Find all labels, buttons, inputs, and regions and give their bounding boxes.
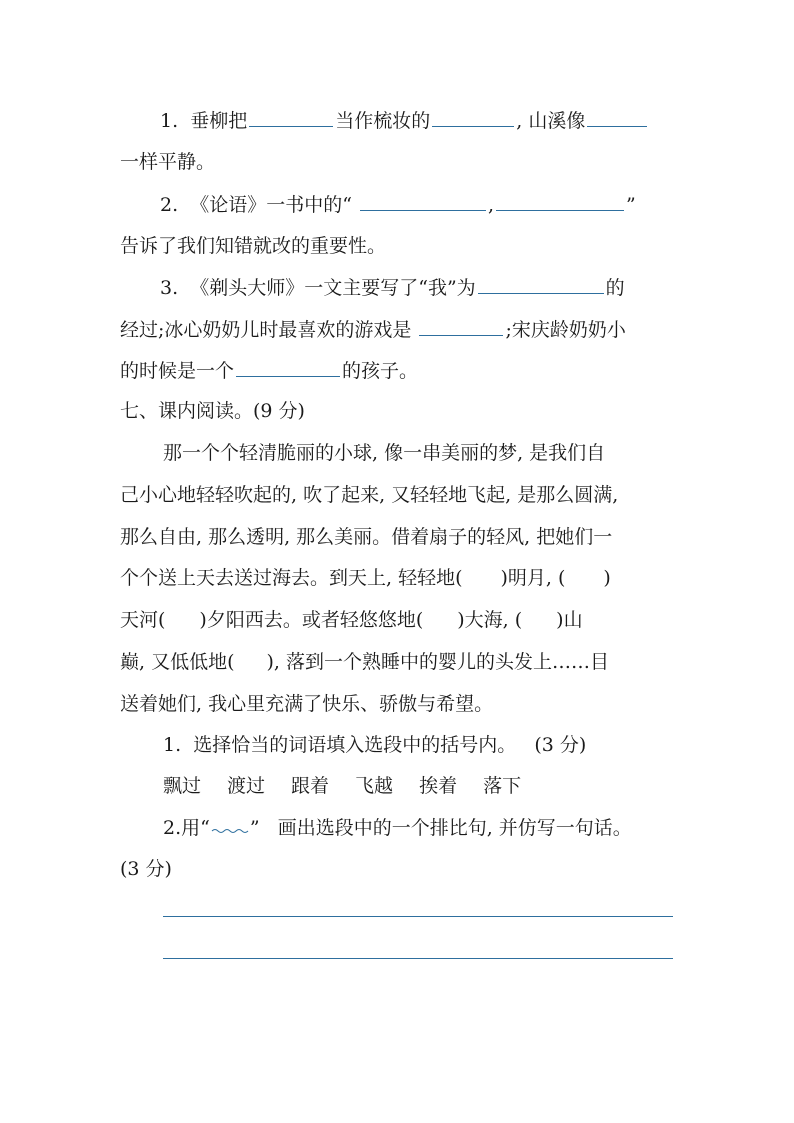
answer-line-2[interactable] xyxy=(163,958,673,959)
passage-line-2 xyxy=(120,483,680,507)
q3-line-1 xyxy=(160,275,720,300)
word-option: 跟着 xyxy=(291,775,330,797)
section-7-title-text: 七、课内阅读。(9 分) xyxy=(120,400,305,422)
sub2-score-line xyxy=(120,857,680,881)
q2-text-1: 《论语》一书中的“ xyxy=(190,194,352,216)
q1-line-1 xyxy=(160,108,720,133)
q2-text-2: , xyxy=(488,194,495,216)
sub2-score: (3 分) xyxy=(120,858,172,880)
word-option: 挨着 xyxy=(419,775,458,797)
passage-text-5c: )大海, ( xyxy=(457,609,523,631)
passage-text-5b: )夕阳西去。或者轻悠悠地( xyxy=(199,609,424,631)
q1-blank-1[interactable] xyxy=(249,108,333,127)
q2-blank-1[interactable] xyxy=(360,192,486,211)
word-bank xyxy=(163,774,723,798)
passage-text-3: 那么自由, 那么透明, 那么美丽。借着扇子的轻风, 把她们一 xyxy=(120,526,613,548)
passage-line-6 xyxy=(120,650,680,674)
q2-blank-2[interactable] xyxy=(496,192,624,211)
passage-text-7: 送着她们, 我心里充满了快乐、骄傲与希望。 xyxy=(120,693,494,715)
q2-text-4: 告诉了我们知错就改的重要性。 xyxy=(120,235,387,257)
passage-text-6b: ), 落到一个熟睡中的婴儿的头发上……目 xyxy=(266,651,609,673)
answer-line-1[interactable] xyxy=(163,916,673,917)
sub1-score: (3 分) xyxy=(534,734,587,756)
passage-line-4 xyxy=(120,566,680,590)
passage-text-2: 己小心地轻轻吹起的, 吹了起来, 又轻轻地飞起, 是那么圆满, xyxy=(120,484,619,506)
q3-text-2: 的 xyxy=(605,277,625,299)
passage-line-3 xyxy=(120,525,680,549)
q3-text-6: 的孩子。 xyxy=(342,360,419,382)
q3-line-3 xyxy=(120,358,680,383)
q1-blank-2[interactable] xyxy=(432,108,514,127)
sub2-text-1: 2.用“ xyxy=(163,817,210,839)
passage-text-6a: 巅, 又低低地( xyxy=(120,651,235,673)
word-option: 飘过 xyxy=(163,775,202,797)
q3-line-2 xyxy=(120,317,680,342)
passage-line-1 xyxy=(163,441,723,465)
q3-text-3: 经过;冰心奶奶儿时最喜欢的游戏是 xyxy=(120,319,412,341)
q1-text-3: , 山溪像 xyxy=(516,110,586,132)
q3-blank-2[interactable] xyxy=(419,317,503,336)
sub2-line xyxy=(163,816,723,840)
word-option: 飞越 xyxy=(355,775,394,797)
q1-text-1: 垂柳把 xyxy=(190,110,248,132)
q3-blank-1[interactable] xyxy=(478,275,604,294)
sub2-text-2: ” xyxy=(249,817,260,839)
word-option: 渡过 xyxy=(227,775,266,797)
q1-line-2 xyxy=(120,150,680,174)
q3-text-5: 的时候是一个 xyxy=(120,360,235,382)
passage-text-4c: ) xyxy=(603,567,611,589)
passage-line-5 xyxy=(120,608,680,632)
q3-text-1: 《剃头大师》一文主要写了“我”为 xyxy=(190,277,476,299)
section-7-title xyxy=(120,399,680,423)
passage-text-5d: )山 xyxy=(556,609,583,631)
q1-number: 1. xyxy=(160,110,179,132)
wavy-underline-icon xyxy=(210,824,250,834)
q1-text-2: 当作梳妆的 xyxy=(335,110,431,132)
passage-text-4a: 个个送上天去送过海去。到天上, 轻轻地( xyxy=(120,567,463,589)
q3-blank-3[interactable] xyxy=(236,358,340,377)
sub2-text-3: 画出选段中的一个排比句, 并仿写一句话。 xyxy=(277,817,632,839)
q2-number: 2. xyxy=(160,194,179,216)
passage-line-7 xyxy=(120,692,680,716)
q1-blank-3[interactable] xyxy=(587,108,647,127)
passage-text-5a: 天河( xyxy=(120,609,166,631)
sub1-text: 选择恰当的词语填入选段中的括号内。 xyxy=(193,734,517,756)
q2-line-1 xyxy=(160,192,720,217)
sub1-line xyxy=(163,733,723,757)
q2-text-3: ” xyxy=(626,194,636,216)
passage-text-1: 那一个个轻清脆丽的小球, 像一串美丽的梦, 是我们自 xyxy=(163,442,606,464)
word-option: 落下 xyxy=(483,775,522,797)
q2-line-2 xyxy=(120,234,680,258)
q3-text-4: ;宋庆龄奶奶小 xyxy=(505,319,626,341)
sub1-number: 1. xyxy=(163,734,182,756)
passage-text-4b: )明月, ( xyxy=(500,567,566,589)
q1-text-4: 一样平静。 xyxy=(120,151,216,173)
q3-number: 3. xyxy=(160,277,179,299)
